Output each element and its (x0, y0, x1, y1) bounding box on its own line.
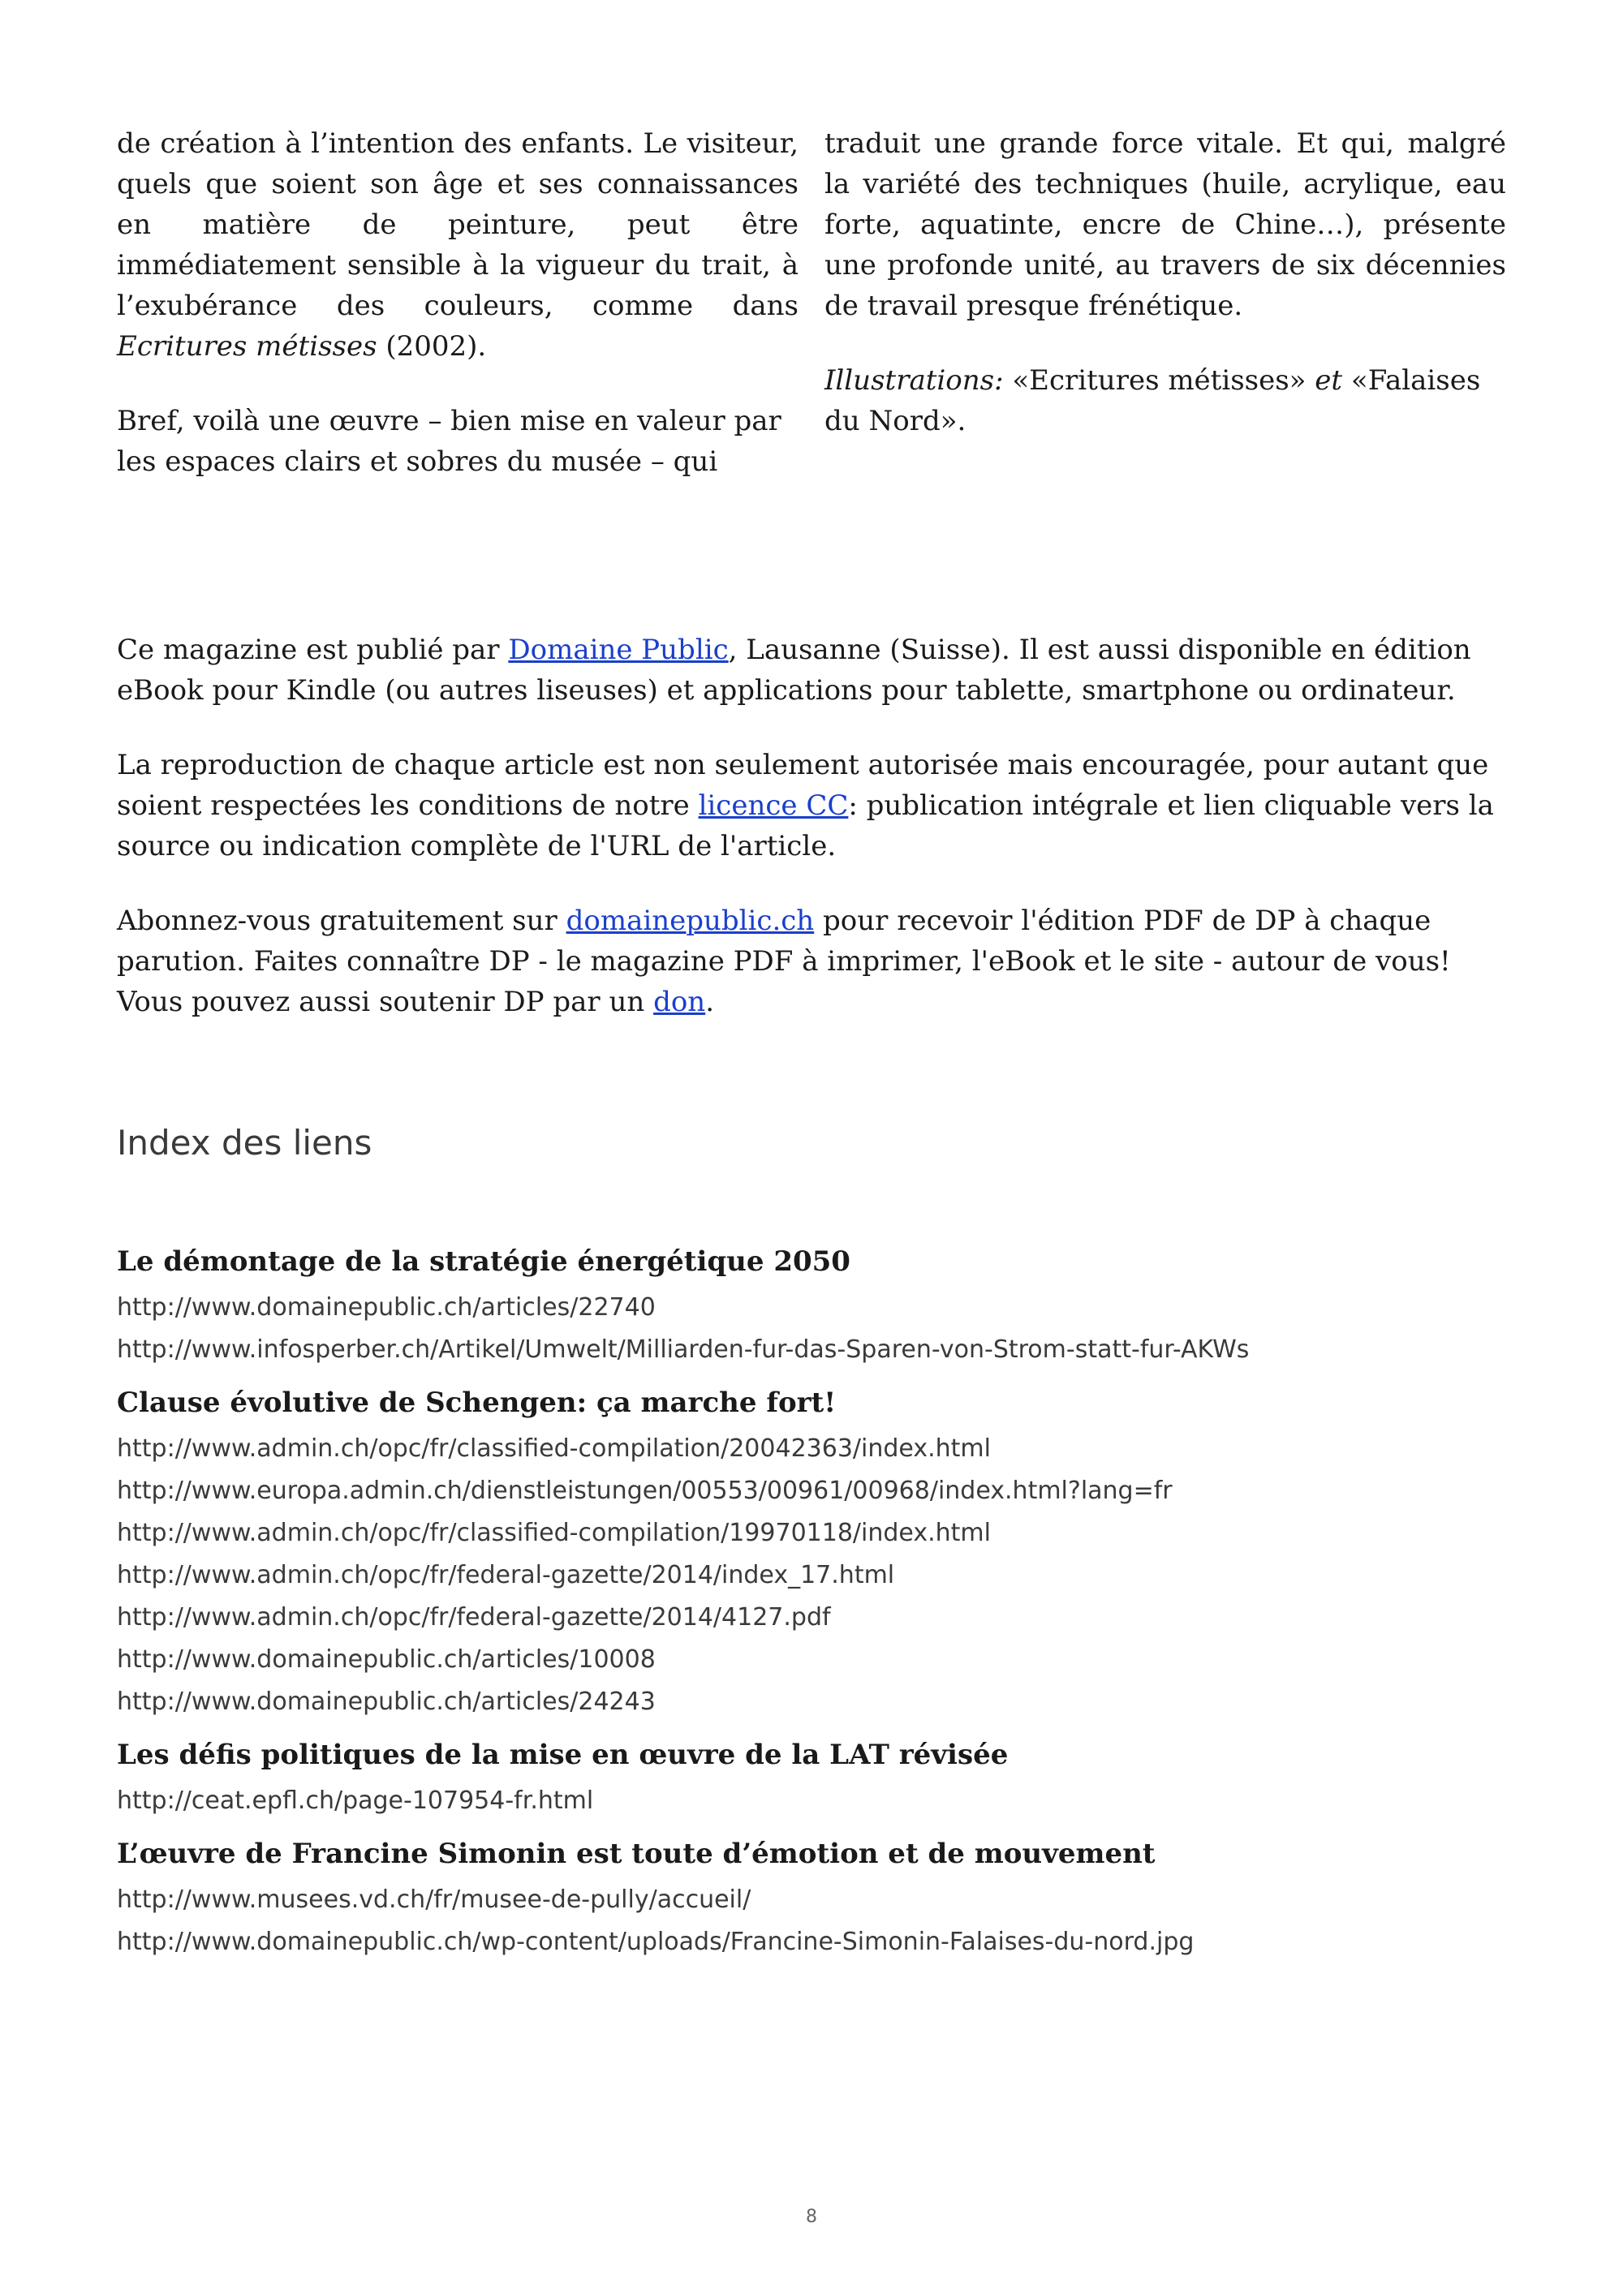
illustrations-caption: Illustrations: «Ecritures métisses» et «Falaises du Nord». (824, 364, 1481, 437)
paragraph: Bref, voilà une œuvre – bien mise en valeur par les espaces clairs et sobres du musée – qui (117, 405, 781, 478)
index-title: Index des liens (117, 1123, 372, 1163)
index-group (117, 1832, 1506, 1963)
index-group-heading: Le démontage de la stratégie énergétique 2050 (117, 1245, 850, 1278)
index-group-heading: L’œuvre de Francine Simonin est toute d’émotion et de mouvement (117, 1838, 1156, 1870)
index-url[interactable]: http://www.europa.admin.ch/dienstleistungen/00553/00961/00968/index.html?lang=fr (117, 1477, 1173, 1505)
paragraph: traduit une grande force vitale. Et qui, malgré la variété des techniques (huile, acrylique, eau forte, aquatinte, encre de Chine…), présente une profonde unité, au travers de six décennies de travail presque frénétique. (824, 127, 1506, 322)
page-number: 8 (806, 2207, 817, 2227)
index-group-heading: Les défis politiques de la mise en œuvre de la LAT révisée (117, 1739, 1009, 1771)
donate-link[interactable]: don (653, 986, 706, 1018)
index-url[interactable]: http://www.domainepublic.ch/articles/22740 (117, 1293, 656, 1322)
index-group-heading: Clause évolutive de Schengen: ça marche fort! (117, 1387, 837, 1419)
index-url[interactable]: http://www.domainepublic.ch/articles/10008 (117, 1645, 656, 1674)
link-index (117, 1240, 1506, 1973)
index-url[interactable]: http://www.infosperber.ch/Artikel/Umwelt/Milliarden-fur-das-Sparen-von-Strom-statt-fur-AKWs (117, 1335, 1250, 1364)
index-url[interactable]: http://www.admin.ch/opc/fr/federal-gazette/2014/index_17.html (117, 1561, 895, 1589)
licence-cc-link[interactable]: licence CC (698, 789, 849, 822)
artwork-title: Ecritures métisses (117, 330, 377, 363)
index-url[interactable]: http://www.musees.vd.ch/fr/musee-de-pully/accueil/ (117, 1885, 751, 1914)
paragraph: de création à l’intention des enfants. Le visiteur, quels que soient son âge et ses connaissances en matière de peinture, peut être immédiatement sensible à la vigueur du trait, à l’exubérance des couleurs, comme dans Ecritures métisses (2002). (117, 127, 799, 363)
index-group (117, 1733, 1506, 1822)
index-group (117, 1381, 1506, 1723)
index-url[interactable]: http://www.admin.ch/opc/fr/classified-compilation/19970118/index.html (117, 1519, 991, 1547)
index-url[interactable]: http://www.domainepublic.ch/wp-content/uploads/Francine-Simonin-Falaises-du-nord.jpg (117, 1928, 1195, 1956)
index-group (117, 1240, 1506, 1371)
index-url[interactable]: http://www.admin.ch/opc/fr/classified-compilation/20042363/index.html (117, 1434, 991, 1463)
domaine-public-link[interactable]: Domaine Public (508, 634, 729, 666)
colophon-subscribe: Abonnez-vous gratuitement sur domainepublic.ch pour recevoir l'édition PDF de DP à chaque parution. Faites connaître DP - le magazine PDF à imprimer, l'eBook et le site - autour de vous! Vous pouvez aussi soutenir DP par un don. (117, 905, 1451, 1018)
index-url[interactable]: http://www.domainepublic.ch/articles/24243 (117, 1688, 656, 1716)
colophon-license: La reproduction de chaque article est non seulement autorisée mais encouragée, pour autant que soient respectées les conditions de notre licence CC: publication intégrale et lien cliquable vers la source ou indication complète de l'URL de l'article. (117, 749, 1494, 862)
domainepublic-link[interactable]: domainepublic.ch (566, 905, 815, 937)
right-column (824, 123, 1506, 516)
colophon (117, 630, 1506, 1056)
index-url[interactable]: http://ceat.epfl.ch/page-107954-fr.html (117, 1786, 594, 1815)
colophon-publisher: Ce magazine est publié par Domaine Public, Lausanne (Suisse). Il est aussi disponible en édition eBook pour Kindle (ou autres liseuses) et applications pour tablette, smartphone ou ordinateur. (117, 634, 1471, 707)
article-columns (117, 123, 1506, 516)
index-url[interactable]: http://www.admin.ch/opc/fr/federal-gazette/2014/4127.pdf (117, 1603, 831, 1632)
left-column (117, 123, 799, 516)
